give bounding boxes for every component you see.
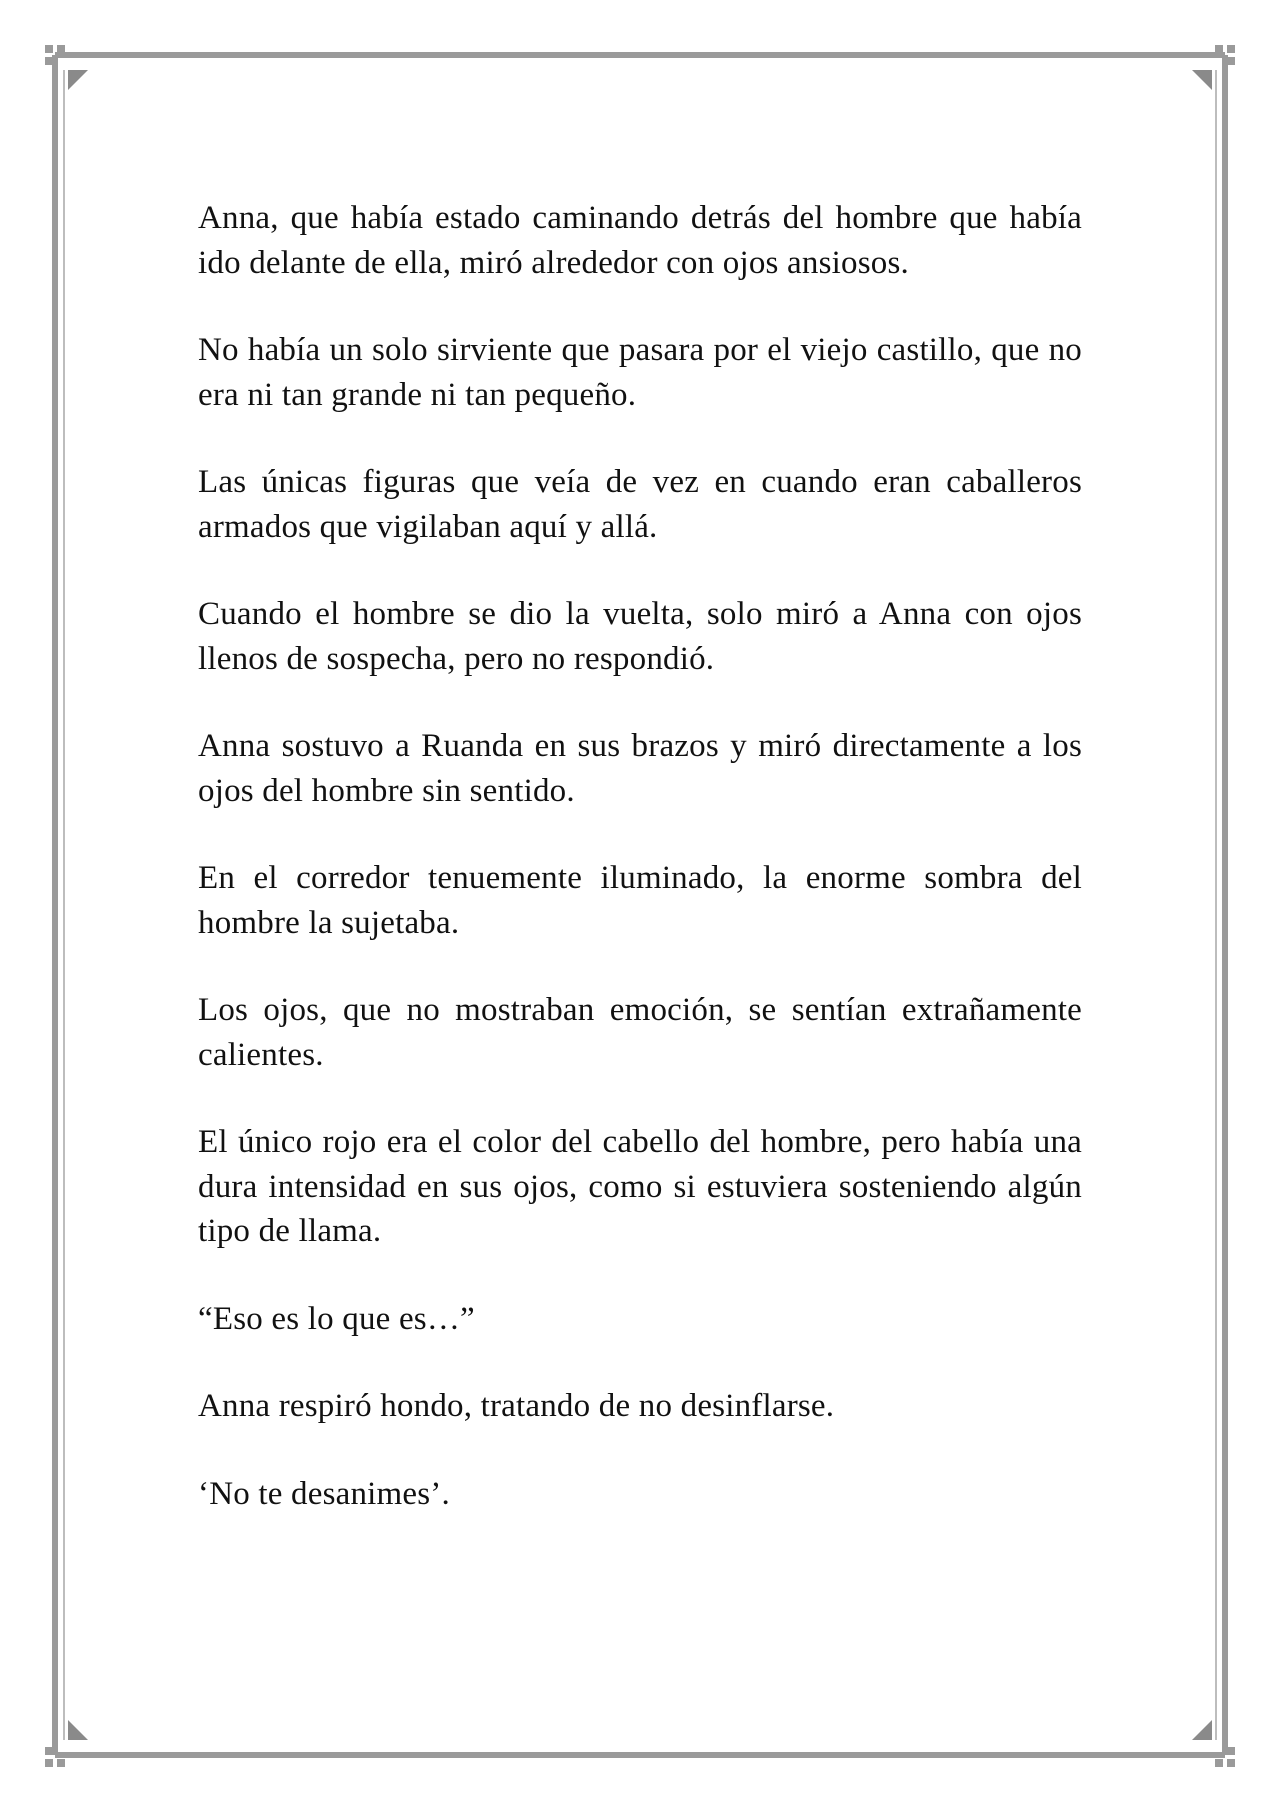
corner-ornament-icon <box>45 1745 67 1767</box>
paragraph: No había un solo sirviente que pasara por el viejo castillo, que no era ni tan grande ni tan pequeño. <box>198 332 1082 413</box>
triangle-corner-icon <box>68 1718 90 1740</box>
triangle-corner-icon <box>1190 1718 1212 1740</box>
paragraph-thought: ‘No te desanimes’. <box>198 1475 450 1512</box>
paragraph: Las únicas figuras que veía de vez en cuando eran caballeros armados que vigilaban aquí y allá. <box>198 464 1082 545</box>
frame-border-right <box>1222 55 1228 1755</box>
paragraph: Anna sostuvo a Ruanda en sus brazos y miró directamente a los ojos del hombre sin sentido. <box>198 728 1082 809</box>
corner-ornament-icon <box>1213 45 1235 67</box>
paragraph-dialogue: “Eso es lo que es…” <box>198 1300 475 1337</box>
paragraph: Los ojos, que no mostraban emoción, se sentían extrañamente calientes. <box>198 992 1082 1073</box>
paragraph: El único rojo era el color del cabello del hombre, pero había una dura intensidad en sus ojos, como si estuviera sosteniendo algún tipo de llama. <box>198 1124 1082 1249</box>
frame-border-left <box>52 55 58 1755</box>
corner-ornament-icon <box>1213 1745 1235 1767</box>
frame-border-top <box>55 52 1225 58</box>
paragraph: En el corredor tenuemente iluminado, la enorme sombra del hombre la sujetaba. <box>198 860 1082 941</box>
page-body <box>198 196 1082 1559</box>
frame-inner-line-right <box>1215 70 1217 1740</box>
paragraph: Anna, que había estado caminando detrás del hombre que había ido delante de ella, miró alrededor con ojos ansiosos. <box>198 200 1082 281</box>
paragraph: Anna respiró hondo, tratando de no desinflarse. <box>198 1388 835 1424</box>
corner-ornament-icon <box>45 45 67 67</box>
triangle-corner-icon <box>1190 70 1212 92</box>
frame-inner-line-left <box>63 70 65 1740</box>
paragraph: Cuando el hombre se dio la vuelta, solo miró a Anna con ojos llenos de sospecha, pero no respondió. <box>198 596 1082 677</box>
triangle-corner-icon <box>68 70 90 92</box>
frame-border-bottom <box>55 1752 1225 1758</box>
